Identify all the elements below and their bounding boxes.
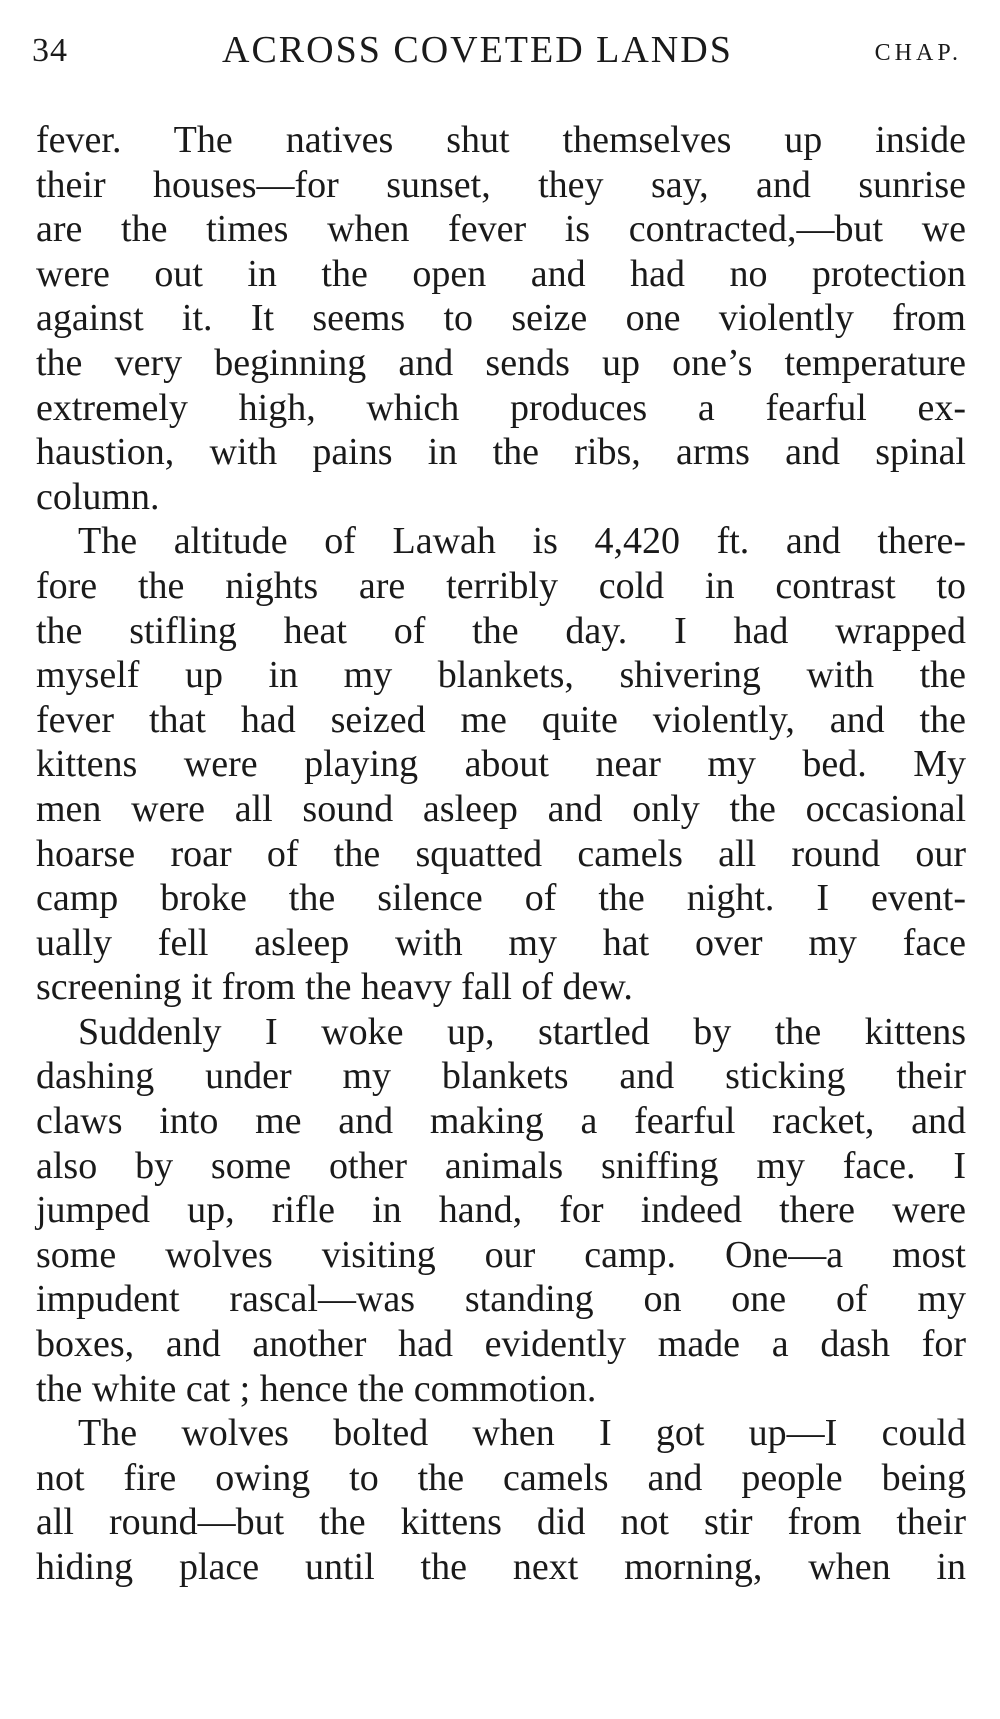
chapter-label: CHAP. — [874, 40, 962, 66]
text-line: jumped up, rifle in hand, for indeed there were — [36, 1189, 966, 1232]
paragraph-3 — [36, 1010, 966, 1411]
text-line: fever. The natives shut themselves up inside — [36, 119, 966, 161]
text-line: haustion, with pains in the ribs, arms and spinal — [36, 431, 966, 474]
text-line: camp broke the silence of the night. I event- — [36, 877, 966, 920]
running-head — [32, 28, 962, 78]
text-line: are the times when fever is contracted,—but we — [36, 208, 966, 251]
text-line: fever that had seized me quite violently, and the — [36, 698, 966, 741]
text-line: their houses—for sunset, they say, and sunrise — [36, 163, 966, 206]
text-line: against it. It seems to seize one violently from — [36, 297, 966, 340]
text-line: The altitude of Lawah is 4,420 ft. and there- — [78, 520, 966, 563]
text-line: all round—but the kittens did not stir from their — [36, 1501, 966, 1544]
text-line: kittens were playing about near my bed. My — [36, 743, 966, 786]
text-line: extremely high, which produces a fearful ex- — [36, 386, 966, 429]
text-line: The wolves bolted when I got up—I could — [78, 1412, 966, 1455]
text-line: the very beginning and sends up one’s temperature — [36, 341, 966, 384]
body-text — [36, 118, 966, 1590]
text-line: were out in the open and had no protection — [36, 252, 966, 295]
text-line: impudent rascal—was standing on one of my — [36, 1278, 966, 1321]
text-line: the stifling heat of the day. I had wrapped — [36, 609, 966, 652]
text-line: some wolves visiting our camp. One—a most — [36, 1233, 966, 1276]
text-line: hiding place until the next morning, when in — [36, 1546, 966, 1588]
text-line: also by some other animals sniffing my face. I — [36, 1144, 966, 1187]
text-line: Suddenly I woke up, startled by the kittens — [78, 1010, 966, 1053]
text-line: men were all sound asleep and only the occasional — [36, 787, 966, 830]
text-line: hoarse roar of the squatted camels all round our — [36, 832, 966, 875]
book-title: ACROSS COVETED LANDS — [222, 29, 733, 71]
text-line: boxes, and another had evidently made a dash for — [36, 1323, 966, 1366]
text-line: claws into me and making a fearful racket, and — [36, 1100, 966, 1143]
paragraph-1 — [36, 118, 966, 519]
paragraph-4 — [36, 1411, 966, 1589]
text-line: column. — [36, 475, 160, 518]
text-line: the white cat ; hence the commotion. — [36, 1367, 597, 1410]
page-number: 34 — [32, 32, 68, 69]
text-line: dashing under my blankets and sticking their — [36, 1055, 966, 1098]
text-line: ually fell asleep with my hat over my face — [36, 921, 966, 964]
text-line: screening it from the heavy fall of dew. — [36, 966, 633, 1009]
text-line: fore the nights are terribly cold in contrast to — [36, 564, 966, 607]
text-line: not fire owing to the camels and people being — [36, 1456, 966, 1499]
text-line: myself up in my blankets, shivering with the — [36, 654, 966, 697]
paragraph-2 — [36, 519, 966, 1010]
